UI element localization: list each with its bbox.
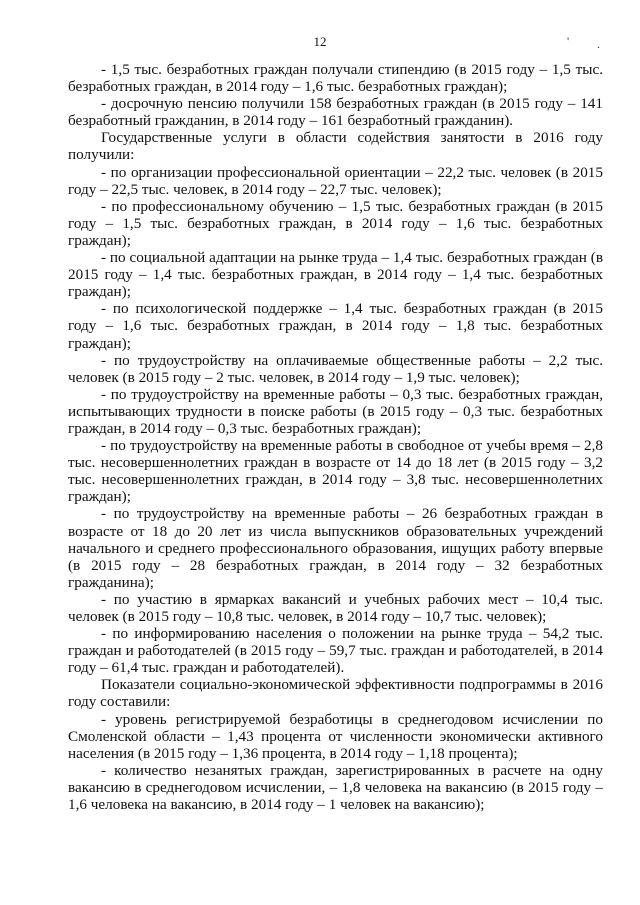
paragraph-labor-market-info: - по информированию населения о положении на рынке труда – 54,2 тыс. граждан и работодателей (в 2015 году – 59,7 тыс. граждан и работодателей, в 2014 году – 61,4 тыс. граждан и работодателей).: [68, 625, 603, 677]
paragraph-temporary-work-minors: - по трудоустройству на временные работы в свободное от учебы время – 2,8 тыс. несовершеннолетних граждан в возрасте от 14 до 18 лет (в 2015 году – 3,2 тыс. несовершеннолетних граждан, в 2014 году – 3,8 тыс. несовершеннолетних граждан);: [68, 437, 603, 506]
paragraph-indicators-intro: Показатели социально-экономической эффективности подпрограммы в 2016 году составили:: [68, 676, 603, 711]
paragraph-services-intro: Государственные услуги в области содействия занятости в 2016 году получили:: [68, 129, 603, 164]
paragraph-temporary-work-graduates: - по трудоустройству на временные работы – 26 безработных граждан в возрасте от 18 до 20 лет из числа выпускников образовательных учреждений начального и среднего профессионального образования, ищущих работу впервые (в 2015 году – 28 безработных граждан, в 2014 году – 32 безработных гражданина);: [68, 505, 603, 591]
paragraph-early-pension: - досрочную пенсию получили 158 безработных граждан (в 2015 году – 141 безработный гражданин, в 2014 году – 161 безработный гражданин).: [68, 95, 603, 130]
paragraph-stipend: - 1,5 тыс. безработных граждан получали стипендию (в 2015 году – 1,5 тыс. безработных граждан, в 2014 году – 1,6 тыс. безработных граждан);: [68, 61, 603, 96]
paragraph-job-fairs: - по участию в ярмарках вакансий и учебных рабочих мест – 10,4 тыс. человек (в 2015 году – 10,8 тыс. человек, в 2014 году – 10,7 тыс. человек);: [68, 590, 603, 625]
document-body: [68, 61, 603, 813]
paragraph-temporary-work-difficulty: - по трудоустройству на временные работы – 0,3 тыс. безработных граждан, испытывающих трудности в поиске работы (в 2015 году – 0,3 тыс. безработных граждан, в 2014 году – 0,3 тыс. безработных граждан);: [68, 385, 603, 437]
page-number: 12: [313, 34, 327, 49]
paragraph-social-adaptation: - по социальной адаптации на рынке труда – 1,4 тыс. безработных граждан (в 2015 году – 1,4 тыс. безработных граждан, в 2014 году – 1,4 тыс. безработных граждан);: [68, 249, 603, 301]
paragraph-unemployed-per-vacancy: - количество незанятых граждан, зарегистрированных в расчете на одну вакансию в среднегодовом исчислении, – 1,8 человека на вакансию (в 2015 году – 1,6 человека на вакансию, в 2014 году – 1 человек на вакансию);: [68, 761, 603, 814]
paragraph-psychological-support: - по психологической поддержке – 1,4 тыс. безработных граждан (в 2015 году – 1,6 тыс. безработных граждан, в 2014 году – 1,8 тыс. безработных граждан);: [68, 300, 603, 352]
paragraph-unemployment-rate: - уровень регистрируемой безработицы в среднегодовом исчислении по Смоленской области – 1,43 процента от численности экономически активного населения (в 2015 году – 1,36 процента, в 2014 году – 1,18 процента);: [68, 710, 603, 762]
scan-mark: .: [597, 37, 600, 51]
paragraph-career-guidance: - по организации профессиональной ориентации – 22,2 тыс. человек (в 2015 году – 22,5 тыс. человек, в 2014 году – 22,7 тыс. человек);: [68, 163, 603, 198]
paragraph-public-works: - по трудоустройству на оплачиваемые общественные работы – 2,2 тыс. человек (в 2015 году – 2 тыс. человек, в 2014 году – 1,9 тыс. человек);: [68, 351, 603, 386]
scan-mark: ': [567, 34, 570, 48]
paragraph-vocational-training: - по профессиональному обучению – 1,5 тыс. безработных граждан (в 2015 году – 1,5 тыс. безработных граждан, в 2014 году – 1,6 тыс. безработных граждан);: [68, 197, 603, 249]
